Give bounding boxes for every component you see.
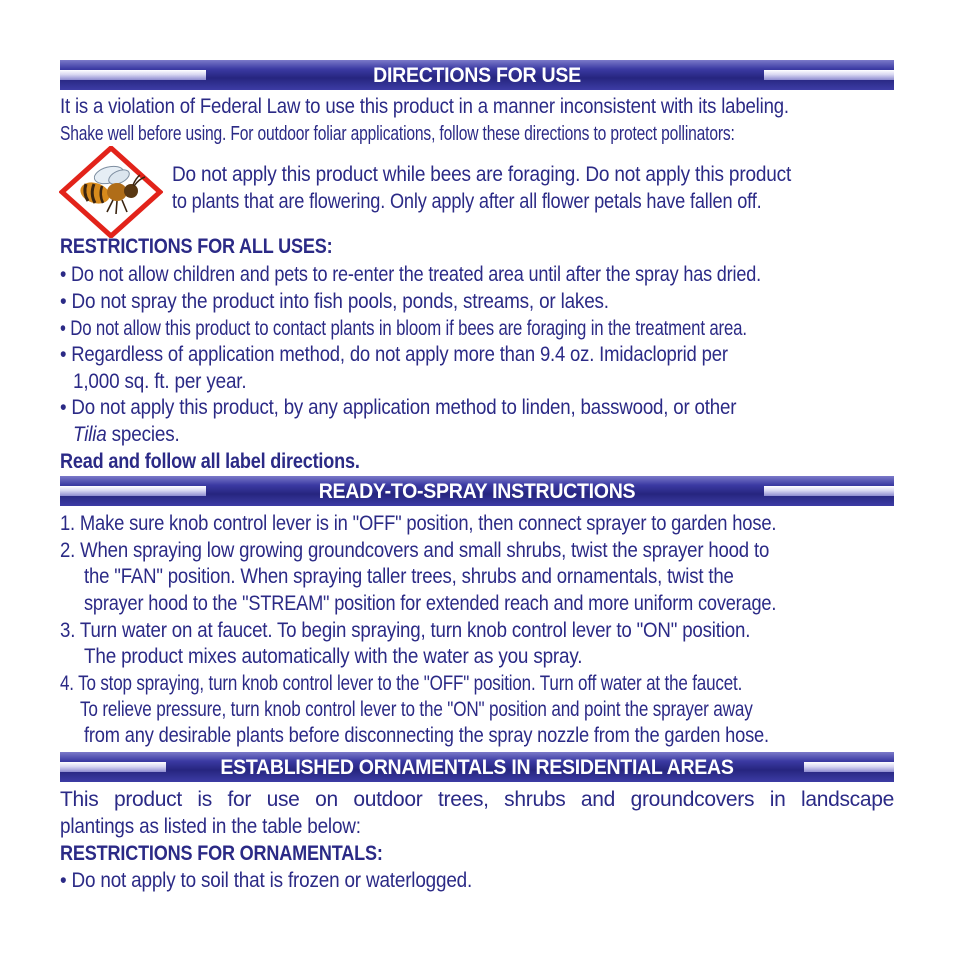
ornamentals-bullet-soil: • Do not apply to soil that is frozen or waterlogged. — [60, 869, 473, 892]
bee-hazard-icon — [59, 146, 163, 238]
section-header-ornamentals — [60, 752, 894, 782]
restriction-bullet-tilia-2 — [73, 423, 180, 447]
restriction-bullet-children: • Do not allow children and pets to re-enter the treated area until after the spray has dried. — [60, 263, 761, 286]
step-4-line-2: To relieve pressure, turn knob control lever to the "ON" position and point the sprayer away — [80, 698, 753, 721]
section-title: ESTABLISHED ORNAMENTALS IN RESIDENTIAL AREAS — [220, 756, 734, 779]
tilia-italic: Tilia — [73, 423, 107, 446]
bee-warning-line-1: Do not apply this product while bees are foraging. Do not apply this product — [172, 163, 792, 186]
read-label-directions: Read and follow all label directions. — [60, 450, 360, 473]
ornamentals-paragraph-line-1 — [60, 788, 894, 812]
step-1: 1. Make sure knob control lever is in "OFF" position, then connect sprayer to garden hose. — [60, 512, 777, 535]
paragraph-text: This product is for use on outdoor trees, shrubs and groundcovers in landscape — [60, 788, 894, 811]
restrictions-all-heading: RESTRICTIONS FOR ALL USES: — [60, 235, 333, 258]
federal-law-line: It is a violation of Federal Law to use this product in a manner inconsistent with its labeling. — [60, 95, 789, 118]
step-4-line-3: from any desirable plants before disconnecting the spray nozzle from the garden hose. — [84, 724, 769, 747]
tilia-rest: species. — [106, 423, 180, 446]
section-title: READY-TO-SPRAY INSTRUCTIONS — [318, 480, 636, 503]
section-title: DIRECTIONS FOR USE — [373, 64, 581, 87]
restriction-bullet-tilia-1: • Do not apply this product, by any application method to linden, basswood, or other — [60, 396, 737, 419]
step-4-line-1: 4. To stop spraying, turn knob control lever to the "OFF" position. Turn off water at the faucet. — [60, 672, 743, 695]
section-header-directions — [60, 60, 894, 90]
step-2-line-3: sprayer hood to the "STREAM" position for extended reach and more uniform coverage. — [84, 592, 777, 615]
shake-well-line: Shake well before using. For outdoor foliar applications, follow these directions to protect pollinators: — [60, 123, 735, 145]
restriction-bullet-rate-1: • Regardless of application method, do not apply more than 9.4 oz. Imidacloprid per — [60, 343, 728, 366]
restriction-bullet-water: • Do not spray the product into fish pools, ponds, streams, or lakes. — [60, 290, 609, 313]
restriction-bullet-rate-2: 1,000 sq. ft. per year. — [73, 370, 247, 393]
ornamentals-paragraph-line-2: plantings as listed in the table below: — [60, 815, 361, 838]
step-3-line-2: The product mixes automatically with the water as you spray. — [84, 645, 583, 668]
step-2-line-2: the "FAN" position. When spraying taller trees, shrubs and ornamentals, twist the — [84, 565, 734, 588]
step-2-line-1: 2. When spraying low growing groundcovers and small shrubs, twist the sprayer hood to — [60, 539, 770, 562]
section-header-ready-to-spray — [60, 476, 894, 506]
bee-warning-line-2: to plants that are flowering. Only apply after all flower petals have fallen off. — [172, 190, 762, 213]
restrictions-ornamentals-heading: RESTRICTIONS FOR ORNAMENTALS: — [60, 842, 383, 865]
step-3-line-1: 3. Turn water on at faucet. To begin spraying, turn knob control lever to "ON" position. — [60, 619, 751, 642]
restriction-bullet-bloom: • Do not allow this product to contact plants in bloom if bees are foraging in the treatment area. — [60, 317, 747, 340]
